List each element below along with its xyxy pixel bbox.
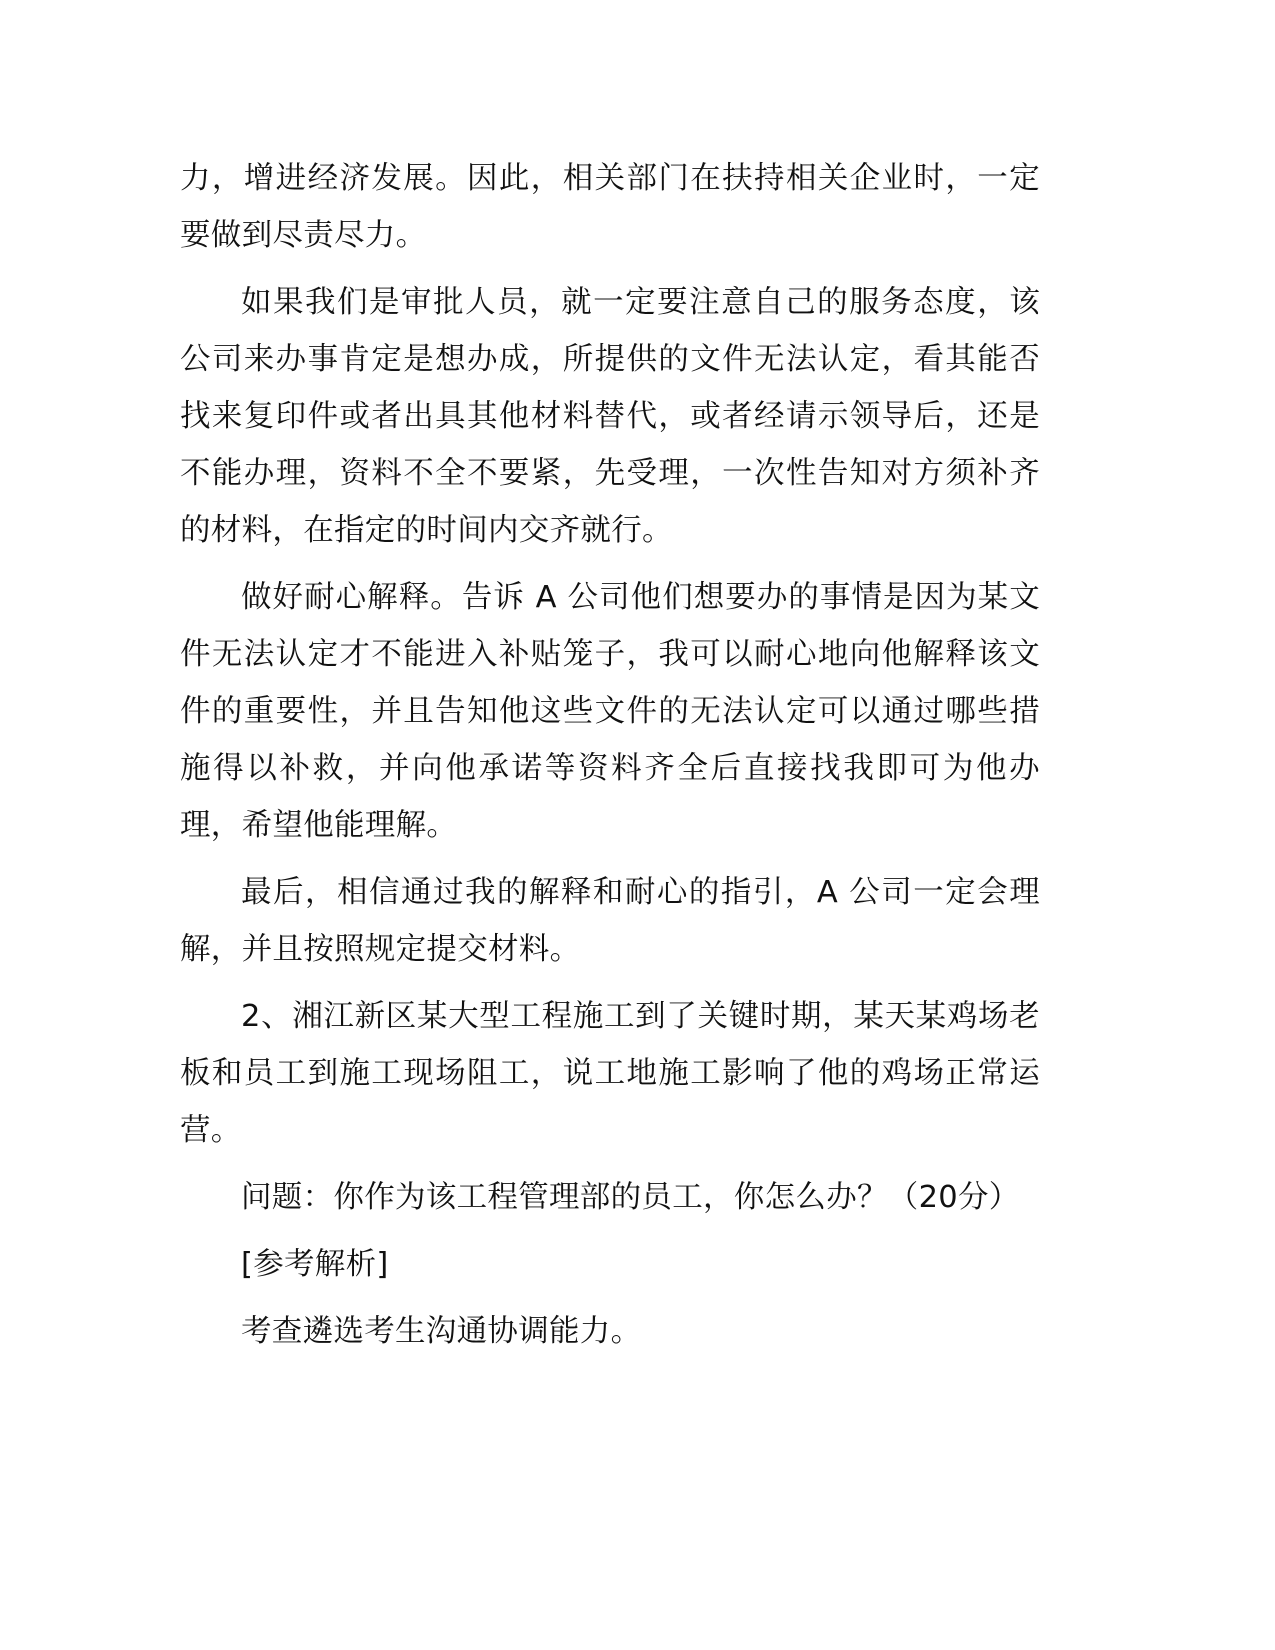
paragraph-question-prompt: 问题：你作为该工程管理部的员工，你怎么办？（20分） [241,1180,1020,1215]
paragraph-conclusion: 最后，相信通过我的解释和耐心的指引，A 公司一定会理解，并且按照规定提交材料。 [180,875,1040,967]
paragraph-patient-explanation: 做好耐心解释。告诉 A 公司他们想要办的事情是因为某文件无法认定才不能进入补贴笼子，我可以耐心地向他解释该文件的重要性，并且告知他这些文件的无法认定可以通过哪些措施得以补救，并向他承诺等资料齐全后直接找我即可为他办理，希望他能理解。 [180,580,1040,843]
paragraph-approval-attitude: 如果我们是审批人员，就一定要注意自己的服务态度，该公司来办事肯定是想办成，所提供的文件无法认定，看其能否找来复印件或者出具其他材料替代，或者经请示领导后，还是不能办理，资料不全不要紧，先受理，一次性告知对方须补齐的材料，在指定的时间内交齐就行。 [180,285,1040,548]
document-body [180,150,1040,1370]
paragraph-question-2-scenario: 2、湘江新区某大型工程施工到了关键时期，某天某鸡场老板和员工到施工现场阻工，说工地施工影响了他的鸡场正常运营。 [180,999,1040,1148]
paragraph-reference-analysis: 考查遴选考生沟通协调能力。 [241,1314,642,1349]
paragraph-reference-heading: [参考解析] [241,1247,389,1282]
paragraph-continuation: 力，增进经济发展。因此，相关部门在扶持相关企业时，一定要做到尽责尽力。 [180,161,1040,253]
